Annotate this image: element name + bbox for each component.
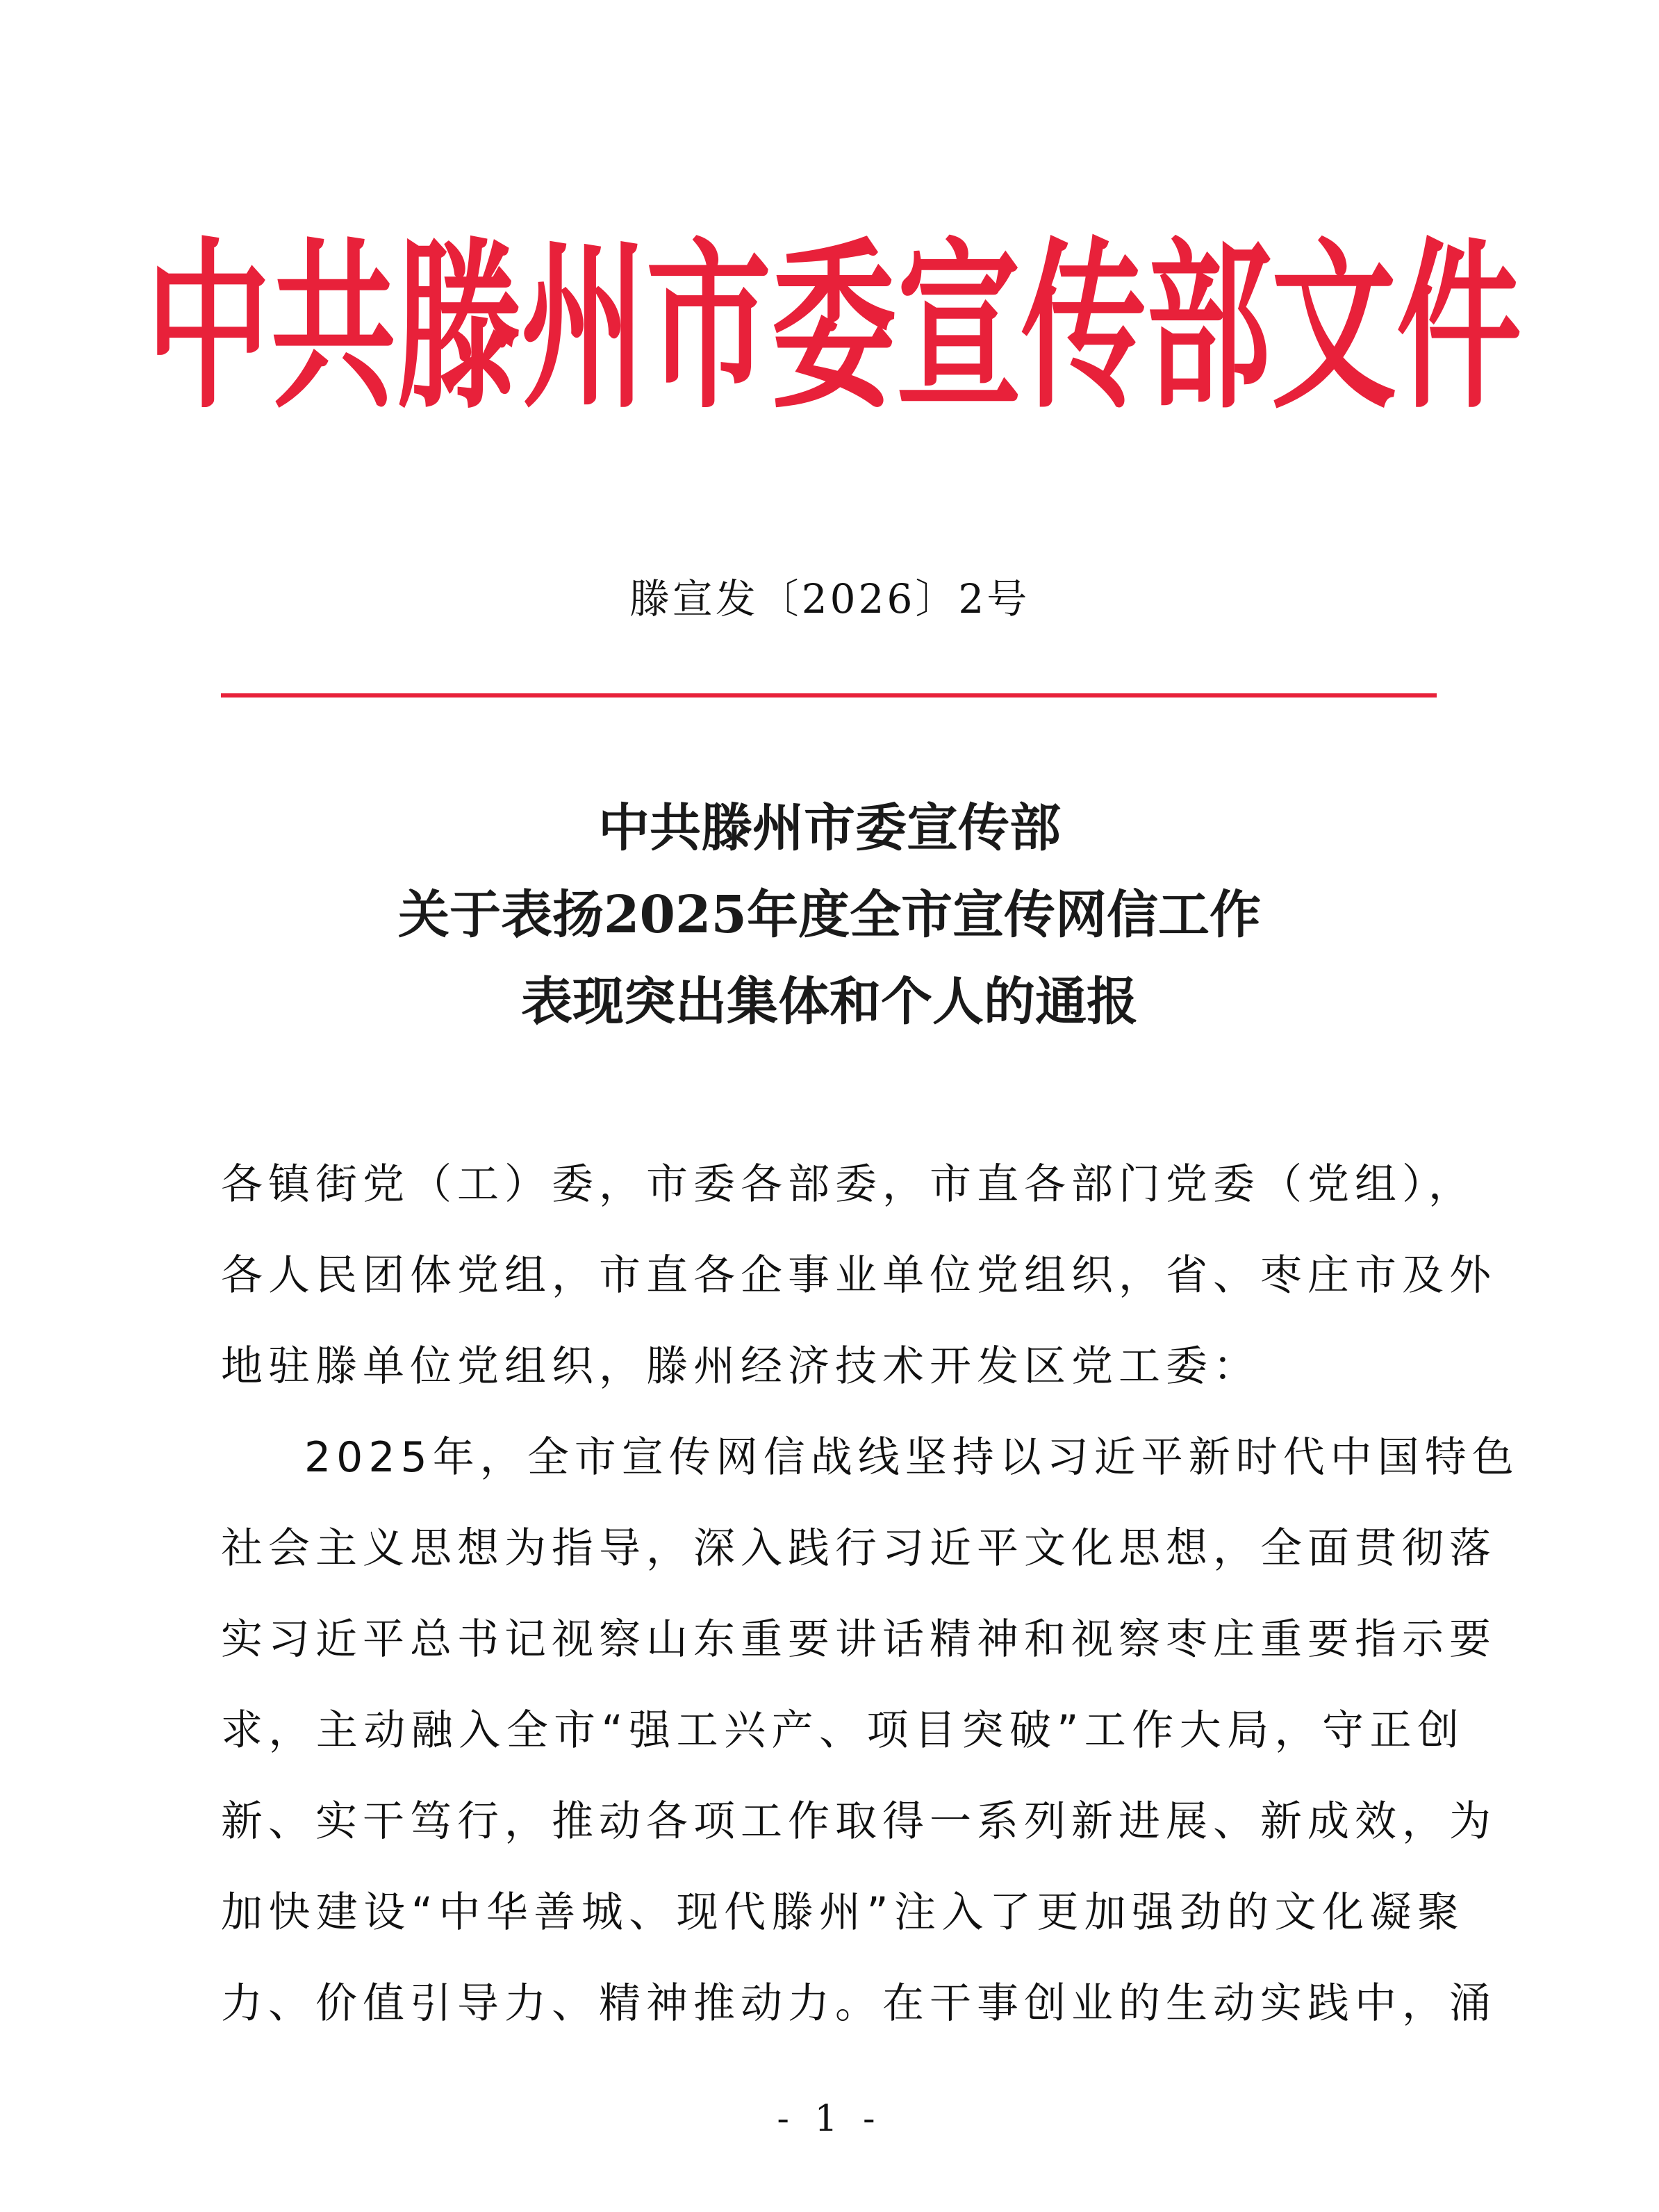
title-line: 表现突出集体和个人的通报: [521, 972, 1138, 1032]
addressee-line: 各人民团体党组，市直各企事业单位党组织，省、枣庄市及外: [221, 1251, 1496, 1300]
paragraph-line: 求，主动融入全市“强工兴产、项目突破”工作大局，守正创: [221, 1706, 1464, 1755]
red-divider-line: [221, 693, 1437, 698]
paragraph-line: 实习近平总书记视察山东重要讲话精神和视察枣庄重要指示要: [221, 1615, 1496, 1664]
page-number: - 1 -: [777, 2098, 882, 2140]
document-body: [221, 1139, 1519, 2049]
title-line: 关于表扬2025年度全市宣传网信工作: [398, 885, 1261, 945]
document-number: 滕宣发〔2026〕2号: [629, 575, 1030, 622]
title-line: 中共滕州市委宣传部: [598, 798, 1061, 858]
paragraph-line: 加快建设“中华善城、现代滕州”注入了更加强劲的文化凝聚: [221, 1888, 1464, 1937]
paragraph-line: 社会主义思想为指导，深入践行习近平文化思想，全面贯彻落: [221, 1524, 1496, 1573]
paragraph-line: 力、价值引导力、精神推动力。在干事创业的生动实践中，涌: [221, 1979, 1496, 2028]
paragraph-line: 2025年，全市宣传网信战线坚持以习近平新时代中国特色: [304, 1433, 1519, 1482]
document-title: [0, 785, 1659, 1046]
document-masthead: 中共滕州市委宣传部文件: [146, 222, 1522, 434]
addressee-line: 各镇街党（工）委，市委各部委，市直各部门党委（党组），: [221, 1160, 1476, 1209]
paragraph-line: 新、实干笃行，推动各项工作取得一系列新进展、新成效，为: [221, 1797, 1496, 1846]
addressee-line: 地驻滕单位党组织，滕州经济技术开发区党工委：: [221, 1342, 1260, 1391]
